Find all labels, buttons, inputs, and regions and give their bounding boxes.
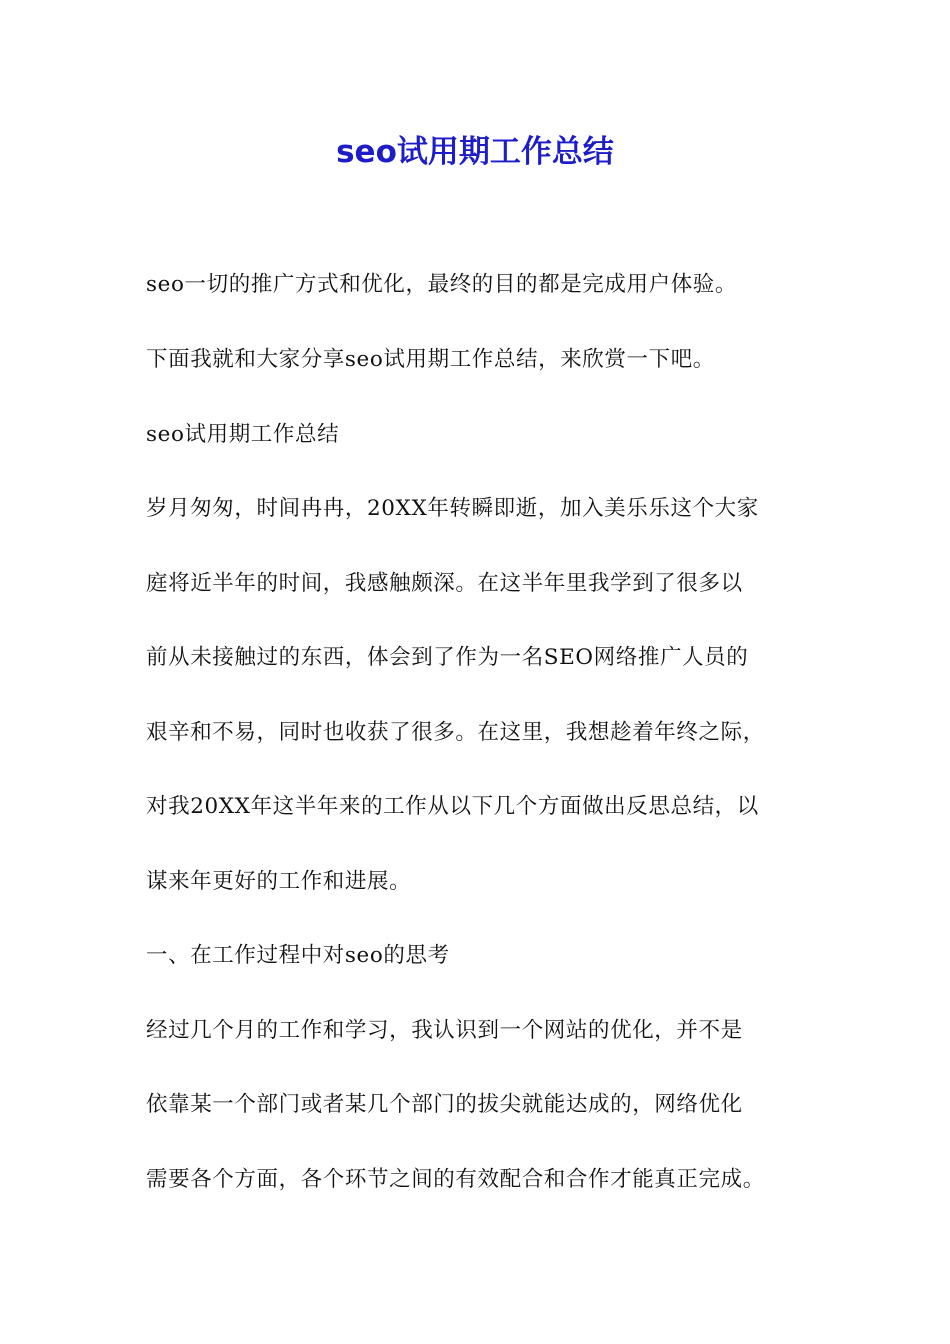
body-line: seo一切的推广方式和优化，最终的目的都是完成用户体验。 xyxy=(146,272,738,297)
body-line: 下面我就和大家分享seo试用期工作总结，来欣赏一下吧。 xyxy=(146,347,715,372)
body-line: 岁月匆匆，时间冉冉，20XX年转瞬即逝，加入美乐乐这个大家 xyxy=(146,496,759,521)
section-heading: 一、在工作过程中对seo的思考 xyxy=(146,943,450,968)
body-line: 庭将近半年的时间，我感触颇深。在这半年里我学到了很多以 xyxy=(146,571,743,596)
body-line: 前从未接触过的东西，体会到了作为一名SEO网络推广人员的 xyxy=(146,645,749,670)
section-heading: seo试用期工作总结 xyxy=(146,422,340,447)
body-line: 经过几个月的工作和学习，我认识到一个网站的优化，并不是 xyxy=(146,1018,743,1043)
document-title: seo试用期工作总结 xyxy=(336,134,614,170)
body-line: 谋来年更好的工作和进展。 xyxy=(146,869,412,894)
body-line: 需要各个方面，各个环节之间的有效配合和合作才能真正完成。 xyxy=(146,1167,765,1192)
body-line: 对我20XX年这半年来的工作从以下几个方面做出反思总结，以 xyxy=(146,794,759,819)
body-line: 依靠某一个部门或者某几个部门的拔尖就能达成的，网络优化 xyxy=(146,1092,743,1117)
body-line: 艰辛和不易，同时也收获了很多。在这里，我想趁着年终之际， xyxy=(146,720,765,745)
